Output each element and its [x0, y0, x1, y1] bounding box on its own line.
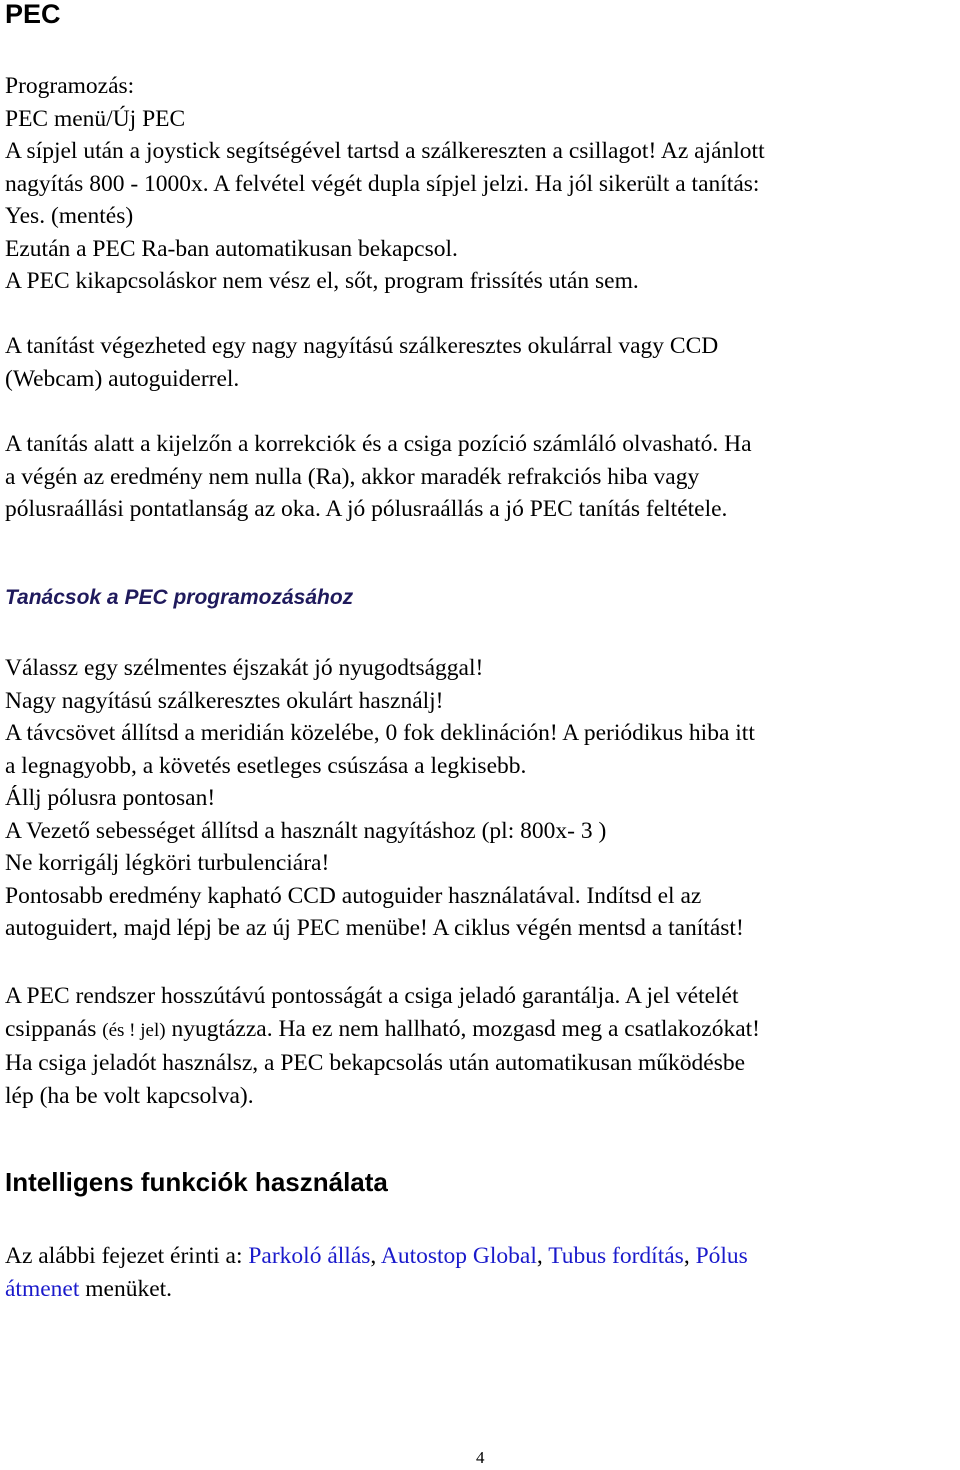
text-line: Ezután a PEC Ra-ban automatikusan bekapcsol. [5, 235, 458, 262]
text-line [5, 1013, 957, 1048]
text-line: Válassz egy szélmentes éjszakát jó nyugodtsággal! [5, 655, 484, 681]
link-parking[interactable]: Parkoló állás [248, 1243, 371, 1269]
text-line: PEC menü/Új PEC [5, 105, 186, 132]
text-line: A PEC kikapcsoláskor nem vész el, sőt, program frissítés után sem. [5, 268, 639, 294]
text-line: Ha csiga jeladót használsz, a PEC bekapcsolás után automatikusan működésbe [5, 1050, 746, 1076]
text-line: autoguidert, majd lépj be az új PEC menübe! A ciklus végén mentsd a tanítást! [5, 915, 744, 941]
text-span-small: (és ! jel) [102, 1019, 166, 1041]
text-line: A tanítást végezheted egy nagy nagyítású szálkeresztes okulárral vagy CCD [5, 333, 719, 359]
section-teaching-method [5, 330, 957, 395]
text-line [5, 1273, 957, 1306]
text-line: a végén az eredmény nem nulla (Ra), akkor maradék refrakciós hiba vagy [5, 463, 700, 490]
text-line: lép (ha be volt kapcsolva). [5, 1082, 254, 1109]
section-programming [5, 70, 957, 298]
text-line: (Webcam) autoguiderrel. [5, 365, 240, 392]
section-worm-signal [5, 980, 957, 1112]
text-line: A távcsövet állítsd a meridián közelébe, 0 fok deklináción! A periódikus hiba itt [5, 720, 755, 746]
text-line: Ne korrigálj légköri turbulenciára! [5, 850, 330, 876]
text-line: a legnagyobb, a követés esetleges csúszása a legkisebb. [5, 752, 527, 779]
text-span: nyugtázza. Ha ez nem hallható, mozgasd meg a csatlakozókat! [165, 1015, 760, 1042]
text-line: A tanítás alatt a kijelzőn a korrekciók és a csiga pozíció számláló olvasható. Ha [5, 431, 752, 457]
link-pole-transit-part2[interactable]: átmenet [5, 1275, 80, 1302]
text-line: nagyítás 800 - 1000x. A felvétel végét dupla sípjel jelzi. Ha jól sikerült a tanítás: [5, 170, 760, 197]
text-line: Programozás: [5, 73, 135, 99]
text-line: A sípjel után a joystick segítségével tartsd a szálkereszten a csillagot! Az ajánlott [5, 138, 765, 164]
text-line: A PEC rendszer hosszútávú pontosságát a csiga jeladó garantálja. A jel vételét [5, 983, 739, 1009]
separator: , [370, 1243, 381, 1269]
link-tube-flip[interactable]: Tubus fordítás [548, 1243, 684, 1269]
text-line [5, 1240, 957, 1273]
intelligent-heading: Intelligens funkciók használata [5, 1167, 388, 1197]
text-line: Nagy nagyítású szálkeresztes okulárt használj! [5, 687, 444, 714]
text-line: A Vezető sebességet állítsd a használt nagyításhoz (pl: 800x- 3 ) [5, 817, 607, 844]
separator: , [536, 1243, 549, 1269]
section-teaching-display [5, 428, 957, 526]
link-autostop-global[interactable]: Autostop Global [380, 1243, 537, 1269]
link-pole-transit-part1[interactable]: Pólus [695, 1243, 748, 1269]
text-span: csippanás [5, 1015, 103, 1042]
tips-heading: Tanácsok a PEC programozásához [5, 586, 354, 609]
separator: , [683, 1243, 696, 1269]
text-line: pólusraállási pontatlanság az oka. A jó pólusraállás a jó PEC tanítás feltétele. [5, 496, 728, 522]
page-number: 4 [476, 1448, 485, 1467]
text-span: Az alábbi fejezet érinti a: [5, 1243, 249, 1269]
text-span: menüket. [79, 1275, 173, 1302]
text-line: Pontosabb eredmény kapható CCD autoguider használatával. Indítsd el az [5, 882, 702, 909]
text-line: Yes. (mentés) [5, 203, 134, 229]
text-line: Állj pólusra pontosan! [5, 785, 216, 811]
section-intelligent [5, 1240, 957, 1305]
page-title: PEC [5, 0, 61, 29]
section-tips [5, 652, 957, 945]
